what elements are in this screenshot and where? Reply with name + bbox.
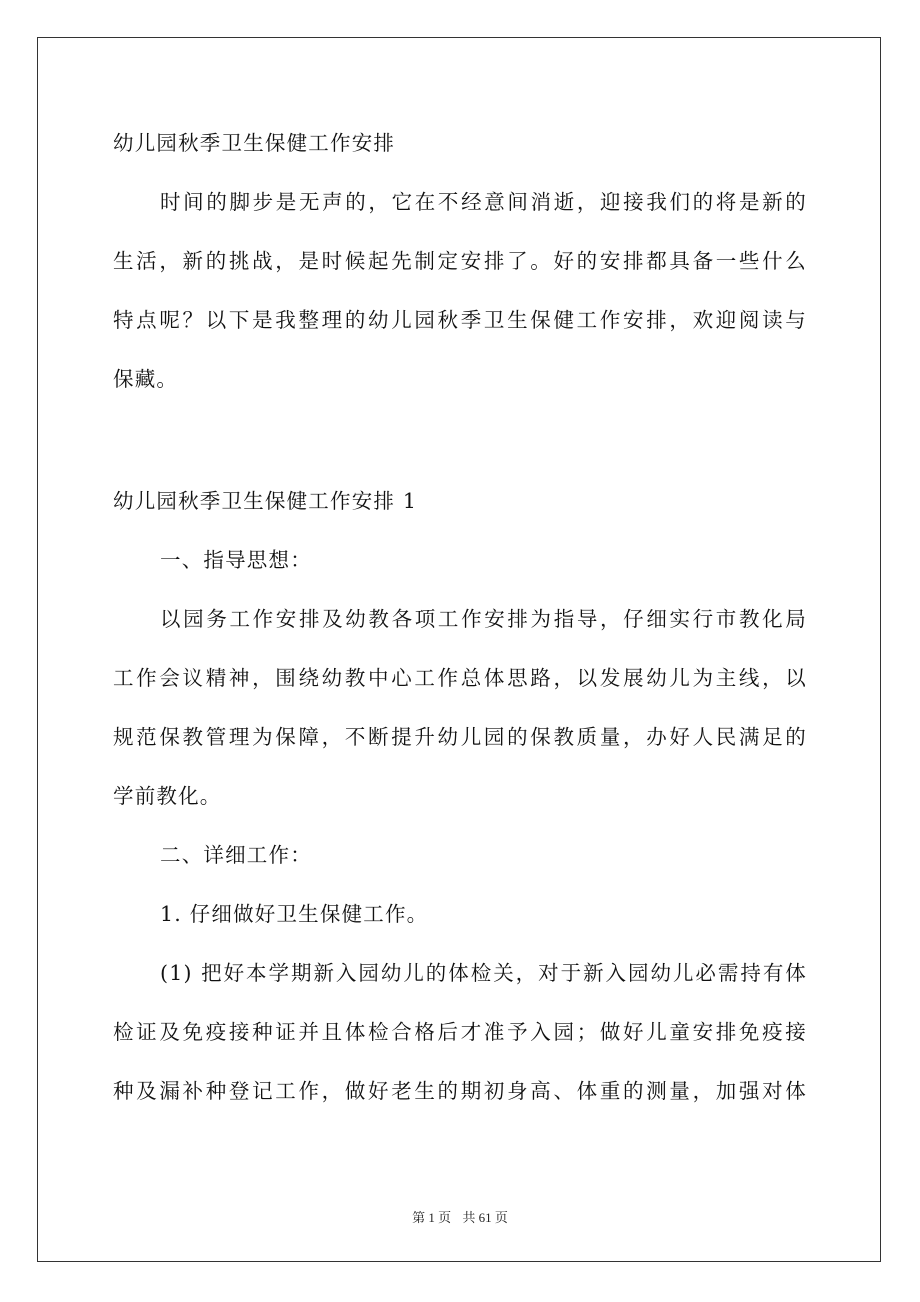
item-1-1-line-2: 检证及免疫接种证并且体检合格后才准予入园；做好儿童安排免疫接 — [113, 1020, 807, 1044]
intro-line-2: 生活，新的挑战，是时候起先制定安排了。好的安排都具备一些什么 — [113, 249, 807, 273]
page-footer — [0, 1207, 920, 1226]
intro-line-1: 时间的脚步是无声的，它在不经意间消逝，迎接我们的将是新的 — [160, 190, 807, 214]
heading-guiding-thought: 一、指导思想： — [160, 548, 312, 572]
total-pages: 共 61 页 — [462, 1210, 508, 1225]
item-1-1-line-1: (1) 把好本学期新入园幼儿的体检关，对于新入园幼儿必需持有体 — [160, 961, 807, 985]
guiding-line-2: 工作会议精神，围绕幼教中心工作总体思路，以发展幼儿为主线，以 — [113, 666, 807, 690]
intro-line-4: 保藏。 — [113, 367, 179, 391]
intro-line-3: 特点呢？以下是我整理的幼儿园秋季卫生保健工作安排，欢迎阅读与 — [113, 308, 807, 332]
heading-detailed-work: 二、详细工作： — [160, 843, 312, 867]
guiding-line-4: 学前教化。 — [113, 784, 222, 808]
page-number: 第 1 页 — [412, 1210, 452, 1225]
section-title: 幼儿园秋季卫生保健工作安排 1 — [113, 489, 418, 513]
guiding-line-3: 规范保教管理为保障，不断提升幼儿园的保教质量，办好人民满足的 — [113, 725, 807, 749]
document-title: 幼儿园秋季卫生保健工作安排 — [113, 131, 396, 155]
guiding-line-1: 以园务工作安排及幼教各项工作安排为指导，仔细实行市教化局 — [160, 607, 807, 631]
item-1: 1. 仔细做好卫生保健工作。 — [160, 902, 429, 926]
item-1-1-line-3: 种及漏补种登记工作，做好老生的期初身高、体重的测量，加强对体 — [113, 1079, 807, 1103]
